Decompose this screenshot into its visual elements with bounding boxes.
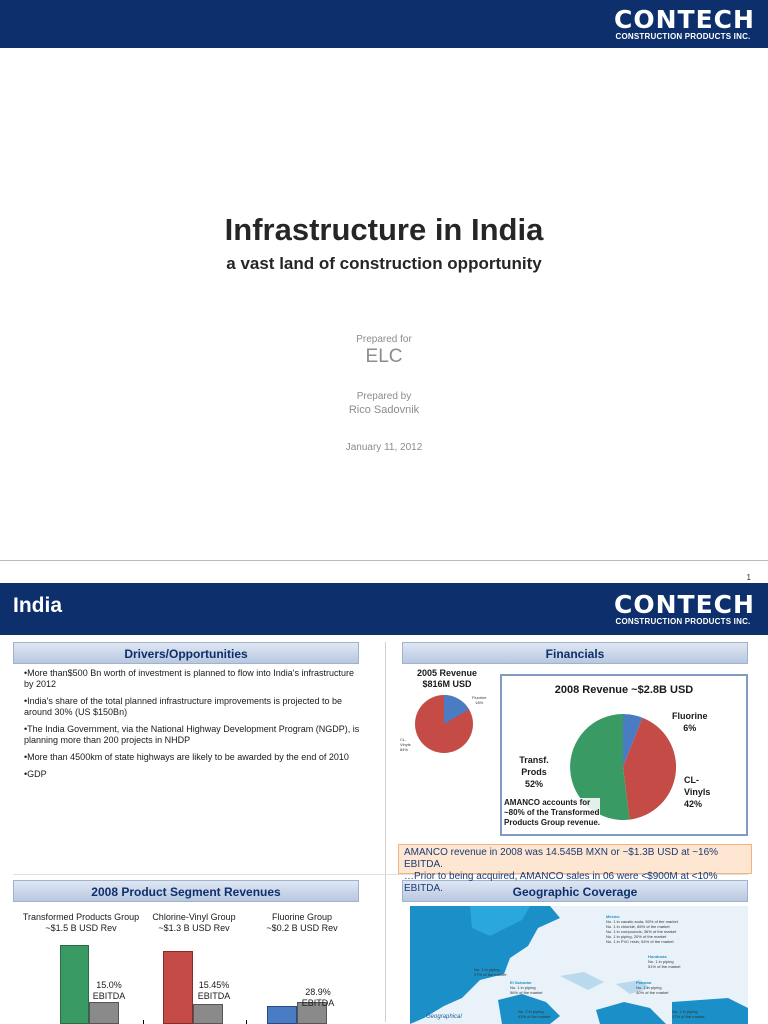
page-number: 1 [746, 573, 751, 582]
logo-tagline: CONSTRUCTION PRODUCTS INC. [615, 32, 751, 41]
segment-name: Fluorine Group [271, 912, 333, 922]
axis-tick [246, 1020, 247, 1024]
label: Products Group revenue. [504, 818, 601, 827]
note-line: No. 1 in piping [672, 1009, 698, 1014]
drivers-header: Drivers/Opportunities [13, 642, 359, 664]
note-line: No. 1 in piping, 20% of the market [606, 934, 667, 939]
rev2008-transf-label [506, 754, 562, 790]
logo-wordmark: CONTECH [614, 5, 755, 34]
map-note-el-salvador [510, 980, 542, 995]
prepared-by-value: Rico Sadovnik [348, 404, 420, 416]
bullet-item: •More than 4500km of state highways are likely to be awarded by the end of 2010 [24, 752, 349, 762]
label: Prods [521, 767, 547, 777]
segment-bar-chlorine-ebitda [193, 1004, 223, 1024]
segment-bar-transformed [60, 945, 89, 1024]
map-note-mexico [606, 914, 678, 944]
segment-label-fluorine [252, 912, 352, 934]
rev2005-title [408, 668, 486, 690]
axis-tick [143, 1020, 144, 1024]
caribbean-island [560, 972, 604, 990]
label: AMANCO accounts for [504, 798, 591, 807]
slide-title: Infrastructure in India [224, 212, 544, 247]
note-line: 51% of the market [648, 964, 681, 969]
note-line: No. 1 in piping [474, 967, 500, 972]
note-line: 40% of the market [636, 990, 669, 995]
note-line: No. 1 in piping [648, 959, 674, 964]
india-heading: India [13, 594, 63, 617]
segment-name: Chlorine-Vinyl Group [152, 912, 236, 922]
drivers-bullets [24, 668, 360, 786]
label: 28.9% [305, 987, 331, 997]
map-note-venezuela [672, 1004, 704, 1019]
vertical-divider [385, 642, 386, 1022]
label: 84% [400, 747, 409, 752]
label: Fluorine [472, 695, 487, 700]
note-line: No. 2 in piping [518, 1009, 544, 1014]
geo-header: Geographic Coverage [402, 880, 748, 902]
label: 15.45% [198, 980, 230, 990]
note-line: Mexico [606, 914, 620, 919]
header-bar [0, 0, 768, 48]
note-line: Panama [636, 980, 652, 985]
bullet-item: •India's share of the total planned infrastructure improvements is projected to be around 30% (US $150Bn) [24, 696, 343, 717]
panama-shape [596, 1002, 666, 1024]
pie-2005 [412, 692, 476, 756]
rev2008-title: 2008 Revenue ~$2.8B USD [554, 684, 694, 696]
label: ~80% of the Transformed [504, 808, 600, 817]
label: 52% [524, 779, 543, 789]
label: 16% [475, 700, 484, 705]
map-legend-label: Geographical [426, 1014, 462, 1020]
rev2008-cl-label [684, 774, 710, 810]
label: CL- [400, 737, 407, 742]
logo-tagline: CONSTRUCTION PRODUCTS INC. [615, 617, 751, 626]
callout-line: …Prior to being acquired, AMANCO sales in 06 were <$900M at <10% EBITDA. [404, 871, 718, 894]
note-line: No. 1 in piping [510, 985, 536, 990]
rev2008-box [500, 674, 748, 836]
segment-rev: ~$1.3 B USD Rev [158, 923, 230, 933]
contech-logo [614, 5, 755, 43]
note-line: Nicaragua [518, 1004, 538, 1009]
note-line: No. 1 in piping [636, 985, 662, 990]
note-line: No. 1 in compounds, 36% of the market [606, 929, 677, 934]
label: Vinyls [684, 787, 711, 797]
segment-bar-chlorine [163, 951, 193, 1024]
rev2005-title-line2: $816M USD [422, 679, 472, 689]
note-line: No. 1 in PVC resin, 54% of the market [606, 939, 674, 944]
note-line: Venezuela [672, 1004, 692, 1009]
map-note-guatemala [474, 962, 506, 977]
label: EBITDA [197, 991, 231, 1001]
note-line: 27% of the market [474, 972, 507, 977]
bullet-item: •GDP [24, 769, 47, 779]
geographic-map [410, 906, 748, 1024]
segment-name: Transformed Products Group [22, 912, 140, 922]
ebitda-label-chlorine [196, 980, 232, 1002]
segments-header: 2008 Product Segment Revenues [13, 880, 359, 902]
label: CL- [684, 775, 699, 785]
rev2008-fluorine-label [672, 710, 708, 734]
logo-wordmark: CONTECH [614, 590, 755, 619]
note-line: 43% of the market [518, 1014, 551, 1019]
bullet-item: •The India Government, via the National Highway Development Program (NGDP), is planning more than 200 projects in NHDP [24, 724, 360, 745]
slide-subtitle: a vast land of construction opportunity [226, 254, 542, 273]
map-note-nicaragua [518, 1004, 550, 1019]
bullet-item: •More than$500 Bn worth of investment is planned to flow into India's infrastructure by 2012 [24, 668, 355, 689]
note-line: No. 1 in caustic soda, 50% of the market [606, 919, 678, 924]
note-line: Guatemala [474, 962, 495, 967]
note-line: 37% of the market [672, 1014, 705, 1019]
segment-rev: ~$1.5 B USD Rev [45, 923, 117, 933]
note-line: No. 1 in chloride, 65% of the market [606, 924, 670, 929]
slide-divider [0, 560, 768, 561]
note-line: Honduras [648, 954, 667, 959]
map-note-panama [636, 980, 668, 995]
segment-bar-transformed-ebitda [89, 1002, 119, 1024]
label: Transf. [519, 755, 549, 765]
segment-label-chlorine [144, 912, 244, 934]
prepared-for-value: ELC [365, 346, 403, 367]
label: 42% [684, 799, 703, 809]
financials-header: Financials [402, 642, 748, 664]
rev2005-fluorine-label [472, 695, 486, 705]
rev2005-cl-label [400, 737, 411, 752]
label: Fluorine [672, 711, 708, 721]
ebitda-label-fluorine [301, 987, 335, 1009]
segment-bar-fluorine [267, 1006, 297, 1024]
date: January 11, 2012 [345, 442, 423, 453]
segment-label-transformed [16, 912, 146, 934]
label: 6% [683, 723, 697, 733]
prepared-by-label: Prepared by [356, 391, 412, 402]
contech-logo [614, 590, 755, 628]
label: Vinyls [400, 742, 411, 747]
label: 15.0% [96, 980, 122, 990]
india-header-bar [0, 583, 768, 635]
ebitda-label-transformed [92, 980, 126, 1002]
label: EBITDA [92, 991, 126, 1001]
prepared-for-label: Prepared for [356, 334, 412, 345]
rev2005-title-line1: 2005 Revenue [416, 668, 478, 678]
amanco-note [504, 798, 600, 828]
segment-rev: ~$0.2 B USD Rev [266, 923, 338, 933]
note-line: 56% of the market [510, 990, 543, 995]
callout-line: AMANCO revenue in 2008 was 14.545B MXN or ~$1.3B USD at ~16% EBITDA. [404, 847, 719, 870]
map-note-honduras [648, 954, 680, 969]
label: EBITDA [301, 998, 335, 1008]
note-line: El Salvador [510, 980, 532, 985]
